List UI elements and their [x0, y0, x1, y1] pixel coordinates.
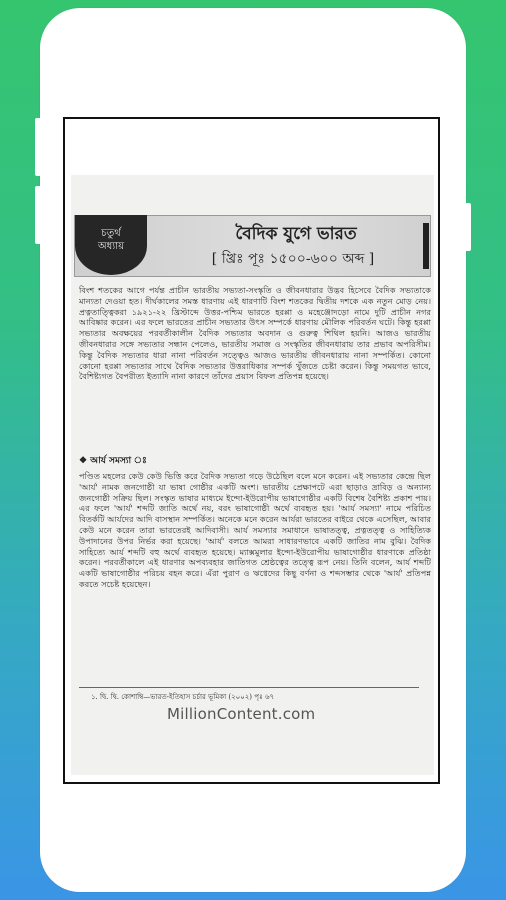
paragraph-arya: পণ্ডিত মহলের কেউ কেউ ভিত্তি করে বৈদিক সভ্যতা গড়ে উঠেছিল বলে মনে করেন। এই সভ্যতার কেন্দ্রে ছিল 'আর্য' নামক জনগোষ্ঠী যা ভাষা গোষ্ঠীর একটি অংশ। ভারতীয় প্রেক্ষাপটে এরা ছাড়াও দ্রাবিড় ও অন্যান্য জনগোষ্ঠী সক্রিয় ছিল। সংস্কৃত ভাষার মাধ্যমে ইন্দো-ইউরোপীয় ভাষাগোষ্ঠীর একটি বিশেষ বৈশিষ্ট্য প্রকাশ পায়। এর ফলে 'আর্য' শব্দটি জাতি অর্থে নয়, বরং ভাষাগোষ্ঠী অর্থে ব্যবহৃত হয়। 'আর্য সমস্যা' নামে পরিচিত বিতর্কটি আর্যদের আদি বাসস্থান সম্পর্কিত। অনেকে মনে করেন আর্যরা ভারতের বাইরে থেকে এসেছিল, আবার কেউ মনে করেন তারা ভারতেরই আদিবাসী। আর্য সমস্যার সমাধানে ভাষাতত্ত্ব, প্রত্নতত্ত্ব ও সাহিত্যিক উপাদানের উপর নির্ভর করা হয়েছে। 'আর্য' বলতে আমরা সাধারণভাবে একটি জাতির নাম বুঝি। বৈদিক সাহিত্যে আর্য শব্দটি বহু অর্থে ব্যবহৃত হয়েছে। ম্যাক্সমুলার ইন্দো-ইউরোপীয় ভাষাগোষ্ঠীর ধারণাকে প্রতিষ্ঠা করেন। পরবর্তীকালে এই ধারণার অপব্যবহার জাতিগত শ্রেষ্ঠত্বের তত্ত্বে রূপ নেয়। তিনি বলেন, আর্য শব্দটি একটি ভাষাগোষ্ঠীর পরিচয় বহন করে। এঁরা পুরাণ ও ঋগ্বেদের কিছু বর্ণনা ও শব্দসম্ভার থেকে 'আর্য' প্রতিপন্ন করতে সচেষ্ট হয়েছেন।	[79, 471, 431, 589]
chapter-badge-line1: চতুর্থ	[101, 228, 121, 239]
chapter-bar-end-mark	[423, 223, 429, 269]
phone-side-button	[465, 203, 471, 251]
chapter-badge-line2: অধ্যায়	[98, 241, 124, 252]
chapter-badge	[75, 215, 147, 275]
phone-screen	[63, 117, 440, 784]
footnote-divider	[79, 687, 419, 688]
phone-side-button	[35, 118, 41, 176]
paragraph-intro: বিংশ শতকের আগে পর্যন্ত প্রাচীন ভারতীয় সভ্যতা-সংস্কৃতি ও জীবনধারার উদ্ভব হিসেবে বৈদিক সভ্যতাকে মান্যতা দেওয়া হত। দীর্ঘকালের সমস্ত ধারণায় এই ধারণাটি বিংশ শতকের দ্বিতীয় দশকে এক নতুন মোড় নেয়। প্রত্নতাত্ত্বিকরা ১৯২১-২২ খ্রিস্টাব্দে উত্তর-পশ্চিম ভারতে হরপ্পা ও মহেঞ্জোদড়ো নামে দুটি প্রাচীন নগর আবিষ্কার করেন। এর ফলে ভারতের প্রাচীন সভ্যতার উৎস সম্পর্কে ধারণায় মৌলিক পরিবর্তন ঘটে। কিন্তু হরপ্পা সভ্যতার অবক্ষয়ের পরবর্তীকালীন বৈদিক সভ্যতার অবদান ও গুরুত্ব শিথিল হয়নি। আজও ভারতীয় জীবনধারার সঙ্গে সভ্যতার সন্ধান পেলেও, ভারতীয় সমাজ ও সংস্কৃতির জীবনধারায় তার প্রভাব অপরিসীম। কিন্তু বৈদিক সভ্যতার ধারা নানা পরিবর্তন সত্ত্বেও আজও ভারতীয় জীবনধারায় নানা সম্পর্কিত। কোনো কোনো হরপ্পা সভ্যতার সাথে বৈদিক সভ্যতার উত্তরাধিকার সম্পর্ক খুঁজতে চেষ্টা করেন। কিন্তু সময়গত ভাবে, বৈশিষ্ট্যগত বৈপরীত্য ইত্যাদি নানা কারণে তাঁদের প্রয়াস বিফল প্রতিপন্ন হয়েছে।	[79, 285, 431, 382]
chapter-title: বৈদিক যুগে ভারত	[235, 224, 357, 244]
chapter-subtitle: [ খ্রিঃ পূঃ ১৫০০-৬০০ অব্দ ]	[211, 251, 375, 267]
scanned-book-page[interactable]	[71, 175, 434, 775]
phone-side-button	[35, 186, 41, 244]
watermark: MillionContent.com	[167, 705, 316, 723]
section-heading: ❖ আর্য সমস্যা ঃ	[79, 456, 147, 466]
footnote: ১. দ্বি. দ্বি. কোশাম্বি—ভারত-ইতিহাস চর্চার ভূমিকা (২০০২) পৃঃ ৬৭	[91, 693, 275, 701]
